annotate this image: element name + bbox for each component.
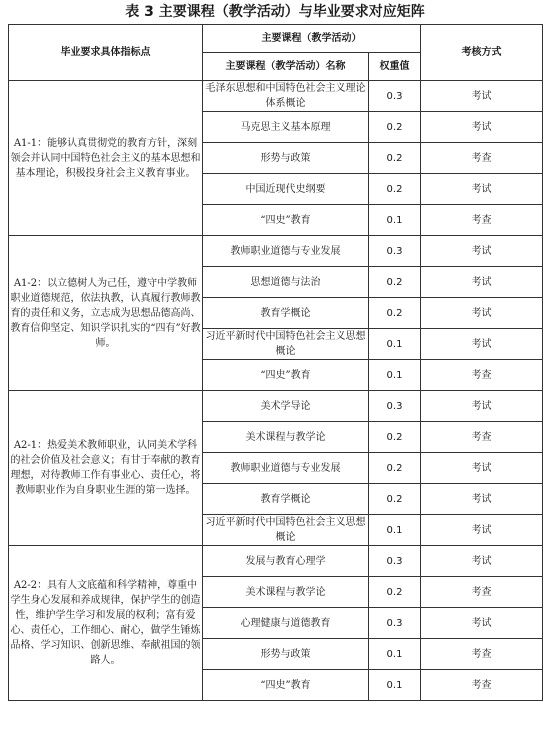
course-cell: 马克思主义基本原理 (203, 112, 369, 143)
course-cell: 形势与政策 (203, 143, 369, 174)
weight-cell: 0.1 (369, 329, 421, 360)
weight-cell: 0.3 (369, 608, 421, 639)
course-cell: 美术课程与教学论 (203, 577, 369, 608)
method-cell: 考试 (421, 298, 543, 329)
course-cell: 中国近现代史纲要 (203, 174, 369, 205)
requirement-cell: A2-1：热爱美术教师职业，认同美术学科的社会价值及社会意义；有甘于奉献的教育理想，对待教师工作有事业心、责任心，将教师职业作为自身职业生涯的第一选择。 (9, 391, 203, 546)
weight-cell: 0.2 (369, 143, 421, 174)
table-row (9, 236, 543, 267)
method-cell: 考查 (421, 639, 543, 670)
table-caption: 表 3 主要课程（教学活动）与毕业要求对应矩阵 (125, 4, 425, 20)
method-cell: 考查 (421, 670, 543, 701)
method-cell: 考试 (421, 81, 543, 112)
requirement-cell: A1-1：能够认真贯彻党的教育方针，深刻领会并认同中国特色社会主义的基本思想和基本理论，积极投身社会主义教育事业。 (9, 81, 203, 236)
method-cell: 考试 (421, 329, 543, 360)
table-row (9, 546, 543, 577)
weight-cell: 0.2 (369, 453, 421, 484)
weight-cell: 0.2 (369, 174, 421, 205)
course-cell: “四史”教育 (203, 360, 369, 391)
method-cell: 考试 (421, 453, 543, 484)
method-cell: 考查 (421, 422, 543, 453)
weight-cell: 0.2 (369, 422, 421, 453)
course-cell: 教育学概论 (203, 298, 369, 329)
table-row (9, 81, 543, 112)
course-cell: 毛泽东思想和中国特色社会主义理论体系概论 (203, 81, 369, 112)
course-cell: “四史”教育 (203, 670, 369, 701)
weight-cell: 0.2 (369, 298, 421, 329)
weight-cell: 0.1 (369, 515, 421, 546)
weight-cell: 0.1 (369, 360, 421, 391)
weight-cell: 0.3 (369, 81, 421, 112)
weight-cell: 0.3 (369, 391, 421, 422)
method-cell: 考试 (421, 267, 543, 298)
requirement-cell: A2-2：具有人文底蕴和科学精神，尊重中学生身心发展和养成规律，保护学生的创造性，维护学生学习和发展的权利；富有爱心、责任心，工作细心、耐心，做学生锤炼品格、学习知识、创新思维、奉献祖国的领路人。 (9, 546, 203, 701)
course-cell: 美术课程与教学论 (203, 422, 369, 453)
method-cell: 考查 (421, 143, 543, 174)
header-method: 考核方式 (421, 25, 543, 81)
weight-cell: 0.3 (369, 546, 421, 577)
method-cell: 考试 (421, 236, 543, 267)
header-weight: 权重值 (369, 53, 421, 81)
weight-cell: 0.2 (369, 577, 421, 608)
weight-cell: 0.3 (369, 236, 421, 267)
weight-cell: 0.1 (369, 639, 421, 670)
course-cell: 习近平新时代中国特色社会主义思想概论 (203, 515, 369, 546)
course-cell: 教师职业道德与专业发展 (203, 236, 369, 267)
method-cell: 考查 (421, 360, 543, 391)
method-cell: 考试 (421, 112, 543, 143)
weight-cell: 0.1 (369, 670, 421, 701)
header-indicator: 毕业要求具体指标点 (9, 25, 203, 81)
method-cell: 考试 (421, 484, 543, 515)
table-row (9, 391, 543, 422)
course-requirement-matrix (8, 24, 543, 701)
method-cell: 考试 (421, 391, 543, 422)
course-cell: 形势与政策 (203, 639, 369, 670)
course-cell: 发展与教育心理学 (203, 546, 369, 577)
header-courses-group: 主要课程（教学活动） (203, 25, 421, 53)
course-cell: 美术学导论 (203, 391, 369, 422)
course-cell: 习近平新时代中国特色社会主义思想概论 (203, 329, 369, 360)
course-cell: 思想道德与法治 (203, 267, 369, 298)
matrix-body (9, 81, 543, 701)
method-cell: 考试 (421, 174, 543, 205)
weight-cell: 0.2 (369, 484, 421, 515)
weight-cell: 0.2 (369, 112, 421, 143)
method-cell: 考查 (421, 577, 543, 608)
requirement-cell: A1-2：以立德树人为己任，遵守中学教师职业道德规范，依法执教，认真履行教师教育的责任和义务，立志成为思想品德高尚、教育信仰坚定、知识学识扎实的“四有”好教师。 (9, 236, 203, 391)
method-cell: 考试 (421, 608, 543, 639)
course-cell: 教师职业道德与专业发展 (203, 453, 369, 484)
course-cell: “四史”教育 (203, 205, 369, 236)
weight-cell: 0.1 (369, 205, 421, 236)
course-cell: 教育学概论 (203, 484, 369, 515)
course-cell: 心理健康与道德教育 (203, 608, 369, 639)
header-course-name: 主要课程（教学活动）名称 (203, 53, 369, 81)
weight-cell: 0.2 (369, 267, 421, 298)
method-cell: 考试 (421, 515, 543, 546)
method-cell: 考试 (421, 546, 543, 577)
method-cell: 考查 (421, 205, 543, 236)
